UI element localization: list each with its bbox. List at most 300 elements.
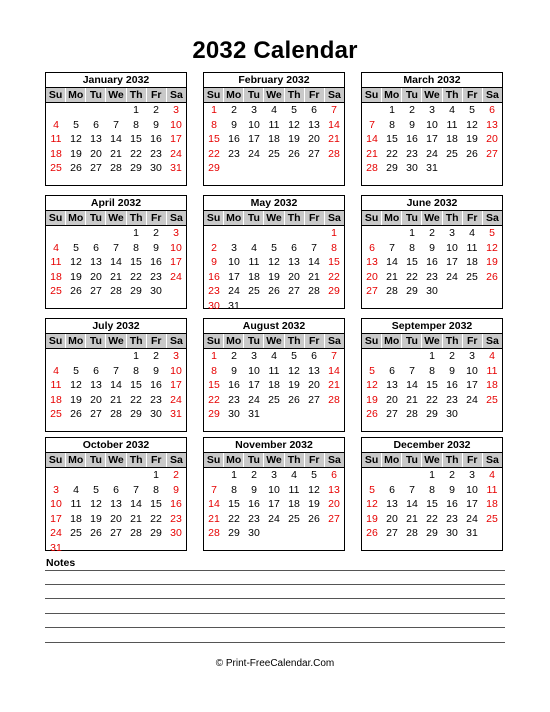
- day-cell: 26: [466, 147, 478, 160]
- weekday-header-row: [204, 211, 344, 226]
- day-cell: 25: [268, 393, 280, 406]
- day-cell: 17: [268, 498, 280, 511]
- day-cell: 23: [406, 147, 418, 160]
- footer-credit: © Print-FreeCalendar.Com: [215, 658, 335, 669]
- day-cell: 28: [208, 527, 220, 540]
- weekday-header: Tu: [244, 334, 264, 348]
- day-cell: 20: [386, 393, 398, 406]
- day-cell: 18: [268, 379, 280, 392]
- empty-day-cell: [244, 226, 264, 241]
- month-block: [45, 195, 187, 309]
- weekday-header: Fr: [463, 453, 483, 467]
- page-title: 2032 Calendar: [192, 37, 358, 64]
- weekday-header: Th: [285, 334, 305, 348]
- weekday-header: Fr: [305, 88, 325, 102]
- day-cell: 4: [251, 241, 257, 254]
- day-cell: 17: [228, 270, 240, 283]
- weekday-header: Mo: [224, 334, 244, 348]
- day-cell: 11: [466, 241, 478, 254]
- weekday-header: Th: [443, 88, 463, 102]
- day-cell: 23: [170, 512, 182, 525]
- weekday-header-row: [362, 88, 502, 103]
- day-cell: 11: [288, 483, 300, 496]
- weekday-header: Fr: [463, 211, 483, 225]
- day-cell: 9: [153, 241, 159, 254]
- week-row: [46, 147, 186, 162]
- day-cell: 6: [389, 483, 395, 496]
- day-cell: 28: [110, 162, 122, 175]
- day-cell: 14: [386, 256, 398, 269]
- day-cell: 9: [153, 364, 159, 377]
- day-cell: 20: [90, 147, 102, 160]
- day-cell: 14: [110, 379, 122, 392]
- weekday-header: Sa: [327, 335, 341, 347]
- weekday-header: Fr: [147, 211, 167, 225]
- empty-day-cell: [66, 103, 86, 118]
- day-cell: 10: [466, 483, 478, 496]
- day-cell: 3: [449, 227, 455, 239]
- day-cell: 21: [406, 512, 418, 525]
- empty-day-cell: [462, 407, 482, 422]
- day-cell: 14: [308, 256, 320, 269]
- day-cell: 14: [406, 379, 418, 392]
- empty-day-cell: [304, 299, 324, 314]
- empty-day-cell: [46, 468, 66, 483]
- day-cell: 4: [271, 104, 277, 116]
- day-cell: 17: [426, 133, 438, 146]
- day-cell: 16: [248, 498, 260, 511]
- weekday-header: Tu: [402, 211, 422, 225]
- day-cell: 24: [248, 147, 260, 160]
- day-cell: 31: [426, 162, 438, 175]
- day-cell: 9: [449, 483, 455, 496]
- month-name: Septemper 2032: [362, 319, 502, 334]
- day-cell: 7: [211, 483, 217, 496]
- week-row: [204, 255, 344, 270]
- empty-day-cell: [284, 226, 304, 241]
- week-row: [362, 161, 502, 176]
- day-cell: 11: [486, 364, 498, 377]
- day-cell: 4: [291, 469, 297, 481]
- month-name: March 2032: [362, 73, 502, 88]
- day-cell: 30: [150, 285, 162, 298]
- day-cell: 28: [328, 147, 340, 160]
- day-cell: 12: [70, 256, 82, 269]
- empty-day-cell: [482, 161, 502, 176]
- week-row: [46, 497, 186, 512]
- day-cell: 13: [308, 364, 320, 377]
- day-cell: 3: [231, 241, 237, 254]
- day-cell: 22: [386, 147, 398, 160]
- day-cell: 2: [429, 227, 435, 239]
- day-cell: 28: [406, 527, 418, 540]
- day-cell: 3: [173, 104, 179, 116]
- day-cell: 19: [70, 393, 82, 406]
- weekday-header: Sa: [485, 335, 499, 347]
- day-cell: 17: [248, 133, 260, 146]
- day-cell: 19: [90, 512, 102, 525]
- day-cell: 15: [426, 498, 438, 511]
- empty-day-cell: [304, 526, 324, 541]
- day-cell: 20: [386, 512, 398, 525]
- day-cell: 6: [489, 104, 495, 116]
- weekday-header: Sa: [485, 212, 499, 224]
- day-cell: 8: [153, 483, 159, 496]
- weekday-header: Fr: [305, 453, 325, 467]
- week-row: [204, 226, 344, 241]
- day-cell: 1: [331, 227, 337, 239]
- day-cell: 5: [291, 350, 297, 362]
- week-row: [362, 132, 502, 147]
- day-cell: 23: [228, 393, 240, 406]
- day-cell: 4: [489, 469, 495, 481]
- day-cell: 18: [248, 270, 260, 283]
- week-row: [204, 118, 344, 133]
- day-cell: 8: [231, 483, 237, 496]
- day-cell: 27: [386, 527, 398, 540]
- day-cell: 26: [70, 408, 82, 421]
- day-cell: 26: [70, 162, 82, 175]
- day-cell: 29: [426, 408, 438, 421]
- week-row: [362, 103, 502, 118]
- weekday-header: Tu: [402, 88, 422, 102]
- weekday-header: Tu: [244, 88, 264, 102]
- weekday-header: We: [422, 453, 442, 467]
- day-cell: 14: [130, 498, 142, 511]
- empty-day-cell: [264, 299, 284, 314]
- empty-day-cell: [46, 103, 66, 118]
- day-cell: 18: [70, 512, 82, 525]
- day-cell: 14: [328, 118, 340, 131]
- day-cell: 28: [110, 285, 122, 298]
- week-row: [46, 378, 186, 393]
- week-row: [204, 284, 344, 299]
- day-cell: 23: [150, 393, 162, 406]
- day-cell: 20: [90, 270, 102, 283]
- weekday-header: Sa: [169, 335, 183, 347]
- empty-day-cell: [66, 349, 86, 364]
- day-cell: 18: [446, 133, 458, 146]
- weekday-header: Mo: [66, 88, 86, 102]
- empty-day-cell: [224, 226, 244, 241]
- weekday-header: Fr: [147, 334, 167, 348]
- day-cell: 15: [426, 379, 438, 392]
- day-cell: 12: [288, 364, 300, 377]
- month-name: May 2032: [204, 196, 344, 211]
- day-cell: 7: [409, 483, 415, 496]
- day-cell: 10: [268, 483, 280, 496]
- day-cell: 27: [288, 285, 300, 298]
- day-cell: 15: [130, 133, 142, 146]
- day-cell: 23: [208, 285, 220, 298]
- day-cell: 19: [366, 512, 378, 525]
- weekday-header: We: [422, 88, 442, 102]
- week-row: [204, 512, 344, 527]
- day-cell: 27: [110, 527, 122, 540]
- day-cell: 16: [446, 379, 458, 392]
- day-cell: 1: [231, 469, 237, 481]
- weekday-header: Su: [46, 453, 66, 467]
- day-cell: 2: [231, 104, 237, 116]
- day-cell: 28: [110, 408, 122, 421]
- week-row: [362, 468, 502, 483]
- day-cell: 25: [70, 527, 82, 540]
- day-cell: 22: [426, 512, 438, 525]
- day-cell: 11: [446, 118, 458, 131]
- day-cell: 9: [153, 118, 159, 131]
- day-cell: 11: [50, 133, 62, 146]
- day-cell: 28: [366, 162, 378, 175]
- weekday-header: Sa: [327, 454, 341, 466]
- day-cell: 16: [228, 379, 240, 392]
- day-cell: 17: [466, 379, 478, 392]
- week-row: [204, 299, 344, 314]
- week-row: [46, 483, 186, 498]
- day-cell: 6: [291, 241, 297, 254]
- empty-day-cell: [482, 407, 502, 422]
- note-line: [45, 627, 505, 628]
- day-cell: 24: [170, 270, 182, 283]
- day-cell: 7: [369, 118, 375, 131]
- day-cell: 8: [133, 241, 139, 254]
- day-cell: 21: [328, 379, 340, 392]
- empty-day-cell: [106, 541, 126, 556]
- day-cell: 13: [90, 379, 102, 392]
- weekday-header: Sa: [327, 89, 341, 101]
- weekday-header: Su: [204, 334, 224, 348]
- empty-day-cell: [204, 468, 224, 483]
- day-cell: 31: [50, 541, 62, 554]
- week-row: [362, 270, 502, 285]
- weekday-header: Mo: [382, 453, 402, 467]
- day-cell: 21: [130, 512, 142, 525]
- day-cell: 30: [406, 162, 418, 175]
- weekday-header: Tu: [244, 211, 264, 225]
- weekday-header: Tu: [86, 211, 106, 225]
- empty-day-cell: [382, 468, 402, 483]
- day-cell: 27: [90, 162, 102, 175]
- empty-day-cell: [382, 226, 402, 241]
- month-block: [361, 318, 503, 432]
- day-cell: 23: [446, 512, 458, 525]
- day-cell: 24: [466, 393, 478, 406]
- day-cell: 18: [50, 393, 62, 406]
- day-cell: 23: [228, 147, 240, 160]
- month-name: June 2032: [362, 196, 502, 211]
- day-cell: 6: [113, 483, 119, 496]
- day-cell: 9: [211, 256, 217, 269]
- day-cell: 18: [50, 270, 62, 283]
- day-cell: 16: [426, 256, 438, 269]
- day-cell: 5: [93, 483, 99, 496]
- day-cell: 14: [110, 256, 122, 269]
- day-cell: 25: [268, 147, 280, 160]
- day-cell: 25: [486, 512, 498, 525]
- weekday-header: Mo: [224, 88, 244, 102]
- week-row: [204, 364, 344, 379]
- day-cell: 19: [268, 270, 280, 283]
- empty-day-cell: [106, 468, 126, 483]
- week-row: [46, 241, 186, 256]
- weekday-header: We: [264, 334, 284, 348]
- day-cell: 22: [208, 147, 220, 160]
- day-cell: 1: [389, 104, 395, 116]
- day-cell: 22: [130, 270, 142, 283]
- day-cell: 8: [429, 483, 435, 496]
- week-row: [362, 512, 502, 527]
- day-cell: 23: [150, 147, 162, 160]
- day-cell: 17: [248, 379, 260, 392]
- day-cell: 20: [90, 393, 102, 406]
- weekday-header: Th: [127, 211, 147, 225]
- day-cell: 26: [366, 408, 378, 421]
- week-row: [204, 378, 344, 393]
- day-cell: 2: [153, 350, 159, 362]
- weekday-header-row: [46, 453, 186, 468]
- day-cell: 8: [409, 241, 415, 254]
- day-cell: 20: [308, 379, 320, 392]
- week-row: [362, 497, 502, 512]
- day-cell: 20: [308, 133, 320, 146]
- empty-day-cell: [462, 161, 482, 176]
- weekday-header: We: [422, 211, 442, 225]
- month-name: April 2032: [46, 196, 186, 211]
- day-cell: 31: [248, 408, 260, 421]
- day-cell: 24: [248, 393, 260, 406]
- day-cell: 2: [173, 469, 179, 481]
- day-cell: 31: [466, 527, 478, 540]
- empty-day-cell: [284, 161, 304, 176]
- day-cell: 9: [449, 364, 455, 377]
- weekday-header: Mo: [224, 211, 244, 225]
- week-row: [204, 103, 344, 118]
- day-cell: 7: [113, 364, 119, 377]
- week-row: [46, 161, 186, 176]
- day-cell: 1: [133, 350, 139, 362]
- day-cell: 3: [251, 104, 257, 116]
- weekday-header: Sa: [485, 454, 499, 466]
- week-row: [362, 118, 502, 133]
- day-cell: 22: [406, 270, 418, 283]
- day-cell: 15: [130, 379, 142, 392]
- day-cell: 18: [268, 133, 280, 146]
- weekday-header: Th: [127, 334, 147, 348]
- day-cell: 9: [251, 483, 257, 496]
- day-cell: 11: [248, 256, 260, 269]
- empty-day-cell: [382, 349, 402, 364]
- weekday-header: We: [264, 453, 284, 467]
- empty-day-cell: [204, 226, 224, 241]
- weekday-header: Th: [285, 453, 305, 467]
- day-cell: 15: [386, 133, 398, 146]
- note-line: [45, 613, 505, 614]
- day-cell: 10: [248, 118, 260, 131]
- week-row: [362, 284, 502, 299]
- day-cell: 5: [469, 104, 475, 116]
- weekday-header: We: [422, 334, 442, 348]
- day-cell: 17: [466, 498, 478, 511]
- week-row: [46, 407, 186, 422]
- week-row: [46, 103, 186, 118]
- empty-day-cell: [284, 299, 304, 314]
- day-cell: 12: [466, 118, 478, 131]
- weekday-header: Mo: [66, 334, 86, 348]
- month-block: [203, 195, 345, 312]
- weekday-header-row: [362, 453, 502, 468]
- week-row: [46, 255, 186, 270]
- day-cell: 5: [73, 118, 79, 131]
- day-cell: 19: [308, 498, 320, 511]
- day-cell: 3: [173, 350, 179, 362]
- week-row: [204, 468, 344, 483]
- day-cell: 12: [268, 256, 280, 269]
- empty-day-cell: [86, 468, 106, 483]
- day-cell: 6: [311, 350, 317, 362]
- empty-day-cell: [264, 526, 284, 541]
- day-cell: 1: [211, 104, 217, 116]
- day-cell: 15: [328, 256, 340, 269]
- weekday-header: Su: [362, 211, 382, 225]
- day-cell: 26: [268, 285, 280, 298]
- day-cell: 30: [446, 408, 458, 421]
- day-cell: 30: [150, 408, 162, 421]
- weekday-header: Fr: [463, 88, 483, 102]
- week-row: [204, 349, 344, 364]
- weekday-header: Th: [443, 211, 463, 225]
- day-cell: 8: [389, 118, 395, 131]
- weekday-header: We: [106, 88, 126, 102]
- day-cell: 15: [208, 379, 220, 392]
- empty-day-cell: [442, 284, 462, 299]
- day-cell: 24: [170, 147, 182, 160]
- day-cell: 8: [429, 364, 435, 377]
- week-row: [46, 526, 186, 541]
- day-cell: 15: [150, 498, 162, 511]
- empty-day-cell: [106, 103, 126, 118]
- day-cell: 14: [328, 364, 340, 377]
- weekday-header: Su: [46, 334, 66, 348]
- day-cell: 26: [288, 147, 300, 160]
- day-cell: 5: [489, 227, 495, 239]
- day-cell: 10: [228, 256, 240, 269]
- weekday-header: Th: [285, 88, 305, 102]
- day-cell: 17: [446, 256, 458, 269]
- day-cell: 13: [366, 256, 378, 269]
- week-row: [46, 364, 186, 379]
- day-cell: 7: [113, 118, 119, 131]
- week-row: [362, 407, 502, 422]
- day-cell: 30: [170, 527, 182, 540]
- day-cell: 18: [466, 256, 478, 269]
- month-block: [203, 318, 345, 432]
- day-cell: 27: [90, 408, 102, 421]
- day-cell: 12: [70, 379, 82, 392]
- empty-day-cell: [86, 349, 106, 364]
- day-cell: 11: [268, 118, 280, 131]
- weekday-header-row: [46, 211, 186, 226]
- day-cell: 4: [449, 104, 455, 116]
- day-cell: 28: [130, 527, 142, 540]
- empty-day-cell: [362, 226, 382, 241]
- weekday-header: Fr: [463, 334, 483, 348]
- day-cell: 23: [426, 270, 438, 283]
- month-block: [45, 72, 187, 186]
- week-row: [46, 226, 186, 241]
- day-cell: 8: [133, 118, 139, 131]
- day-cell: 20: [366, 270, 378, 283]
- month-block: [203, 437, 345, 551]
- week-row: [46, 270, 186, 285]
